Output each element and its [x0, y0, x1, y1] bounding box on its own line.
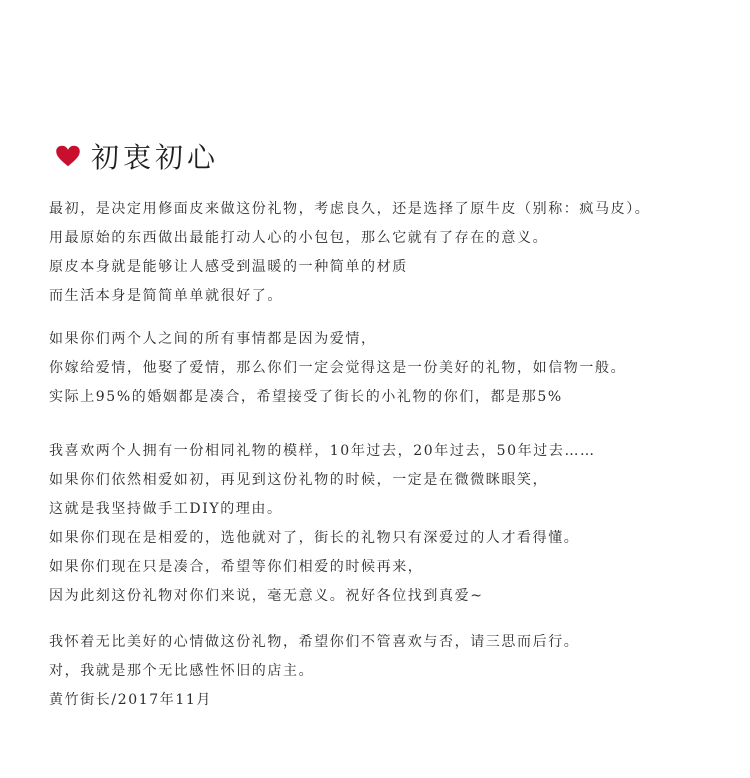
- text-line: 而生活本身是简简单单就很好了。: [49, 288, 283, 304]
- text-line: 这就是我坚持做手工DIY的理由。: [49, 501, 283, 517]
- text-line: 因为此刻这份礼物对你们来说，毫无意义。祝好各位找到真爱~: [49, 588, 484, 604]
- text-line: 最初，是决定用修面皮来做这份礼物，考虑良久，还是选择了原牛皮（别称：疯马皮）。: [49, 201, 651, 217]
- paragraph: [49, 195, 739, 311]
- paragraph: [49, 437, 739, 611]
- text-line: 我喜欢两个人拥有一份相同礼物的模样，10年过去，20年过去，50年过去……: [49, 443, 596, 459]
- body-text: [49, 195, 739, 715]
- text-line: 如果你们现在是相爱的，选他就对了，街长的礼物只有深爱过的人才看得懂。: [49, 530, 580, 546]
- text-line: 对，我就是那个无比感性怀旧的店主。: [49, 663, 315, 679]
- text-line: 用最原始的东西做出最能打动人心的小包包，那么它就有了存在的意义。: [49, 230, 549, 246]
- text-line: 原皮本身就是能够让人感受到温暖的一种简单的材质: [49, 259, 408, 275]
- text-line: 如果你们依然相爱如初，再见到这份礼物的时候，一定是在微微眯眼笑，: [49, 472, 549, 488]
- paragraph: [49, 325, 739, 412]
- text-line: 如果你们两个人之间的所有事情都是因为爱情，: [49, 331, 377, 347]
- heart-icon: [55, 145, 81, 167]
- text-line: 你嫁给爱情，他娶了爱情，那么你们一定会觉得这是一份美好的礼物，如信物一般。: [49, 360, 627, 376]
- page-title: 初衷初心: [91, 141, 220, 174]
- text-line: 我怀着无比美好的心情做这份礼物，希望你们不管喜欢与否，请三思而后行。: [49, 634, 580, 650]
- text-line: 实际上95%的婚姻都是凑合，希望接受了街长的小礼物的你们，都是那5%: [49, 389, 563, 405]
- section-heading: [55, 136, 219, 176]
- paragraph: [49, 628, 739, 715]
- text-line: 如果你们现在只是凑合，希望等你们相爱的时候再来，: [49, 559, 424, 575]
- signature-line: 黄竹街长/2017年11月: [49, 692, 212, 708]
